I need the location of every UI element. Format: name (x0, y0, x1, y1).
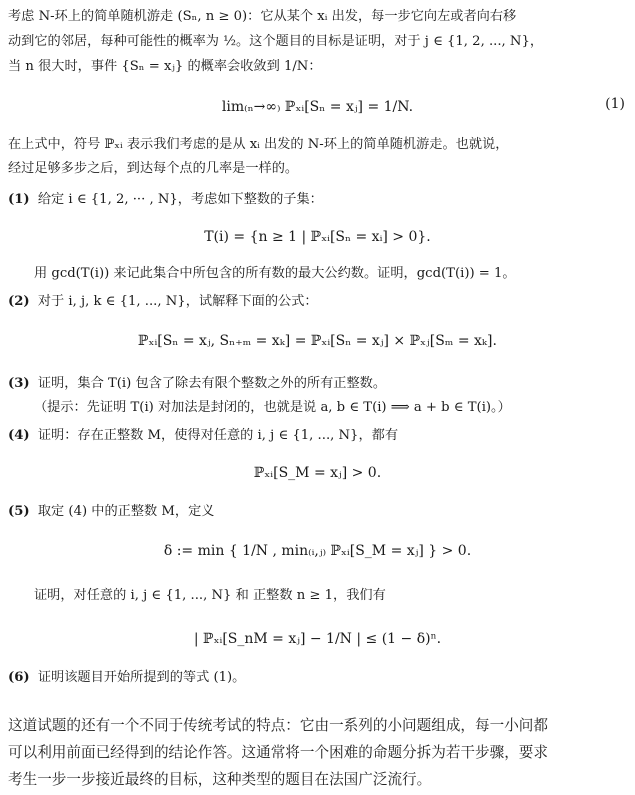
question-2-number: (2) (8, 294, 30, 309)
question-5-number: (5) (8, 504, 30, 519)
equation-1: lim₍ₙ→∞₎ ℙₓᵢ[Sₙ = xⱼ] = 1/N. (221, 99, 414, 115)
intro-line-3: 当 n 很大时，事件 {Sₙ = xⱼ} 的概率会收敛到 1/N： (8, 59, 322, 74)
question-5-formula-2: | ℙₓᵢ[S_nM = xⱼ] − 1/N | ≤ (1 − δ)ⁿ. (193, 631, 442, 647)
question-6 (8, 666, 628, 690)
intro-line-1: 考虑 N-环上的简单随机游走 (Sₙ, n ≥ 0)：它从某个 xᵢ 出发，每一步它向左或者向右移 (8, 9, 517, 24)
explain-line-2: 经过足够多步之后，到达每个点的几率是一样的。 (8, 161, 299, 176)
note-line-1: 这道试题的还有一个不同于传统考试的特点：它由一系列的小问题组成，每一小问都 (8, 717, 548, 734)
note-line-2: 可以利用前面已经得到的结论作答。这通常将一个困难的命题分拆为若干步骤，要求 (8, 744, 548, 761)
question-6-text: 证明该题目开始所提到的等式 (1)。 (37, 670, 246, 685)
note-line-3: 考生一步一步接近最终的目标，这种类型的题目在法国广泛流行。 (8, 771, 432, 788)
question-2-formula: ℙₓᵢ[Sₙ = xⱼ, Sₙ₊ₘ = xₖ] = ℙₓᵢ[Sₙ = xⱼ] × ℙₓⱼ[Sₘ = xₖ]. (138, 333, 497, 349)
question-1-formula: T(i) = {n ≥ 1 | ℙₓᵢ[Sₙ = xᵢ] > 0}. (204, 229, 431, 245)
explain-line-1: 在上式中，符号 ℙₓᵢ 表示我们考虑的是从 xᵢ 出发的 N-环上的简单随机游走。也就说， (8, 137, 509, 152)
question-5-text: 取定 (4) 中的正整数 M，定义 (37, 504, 215, 519)
question-4-text: 证明：存在正整数 M，使得对任意的 i, j ∈ {1, ..., N}，都有 (37, 428, 399, 443)
question-5 (8, 500, 628, 524)
question-3 (8, 372, 628, 396)
question-5-formula: δ := min { 1/N , min₍ᵢ,ⱼ₎ ℙₓᵢ[S_M = xⱼ] } > 0. (163, 543, 472, 559)
question-5-follow: 证明，对任意的 i, j ∈ {1, ..., N} 和 正整数 n ≥ 1，我们有 (34, 588, 386, 603)
equation-1-number: (1) (605, 96, 625, 112)
question-4-number: (4) (8, 428, 30, 443)
question-1 (8, 188, 628, 212)
question-4 (8, 424, 628, 448)
question-3-hint: （提示：先证明 T(i) 对加法是封闭的，也就是说 a, b ∈ T(i) ⟹ a + b ∈ T(i)。） (34, 400, 511, 415)
question-1-number: (1) (8, 192, 30, 207)
question-4-formula: ℙₓᵢ[S_M = xⱼ] > 0. (253, 465, 382, 481)
question-2 (8, 290, 628, 314)
question-1-text: 给定 i ∈ {1, 2, ··· , N}，考虑如下整数的子集： (37, 192, 323, 207)
question-2-text: 对于 i, j, k ∈ {1, ..., N}，试解释下面的公式： (37, 294, 318, 309)
question-6-number: (6) (8, 670, 30, 685)
intro-line-2: 动到它的邻居，每种可能性的概率为 ½。这个题目的目标是证明，对于 j ∈ {1, 2, ..., N}， (8, 34, 544, 49)
question-3-text: 证明，集合 T(i) 包含了除去有限个整数之外的所有正整数。 (37, 376, 387, 391)
question-3-number: (3) (8, 376, 30, 391)
question-1-follow: 用 gcd(T(i)) 来记此集合中所包含的所有数的最大公约数。证明，gcd(T(i)) = 1。 (34, 266, 516, 281)
